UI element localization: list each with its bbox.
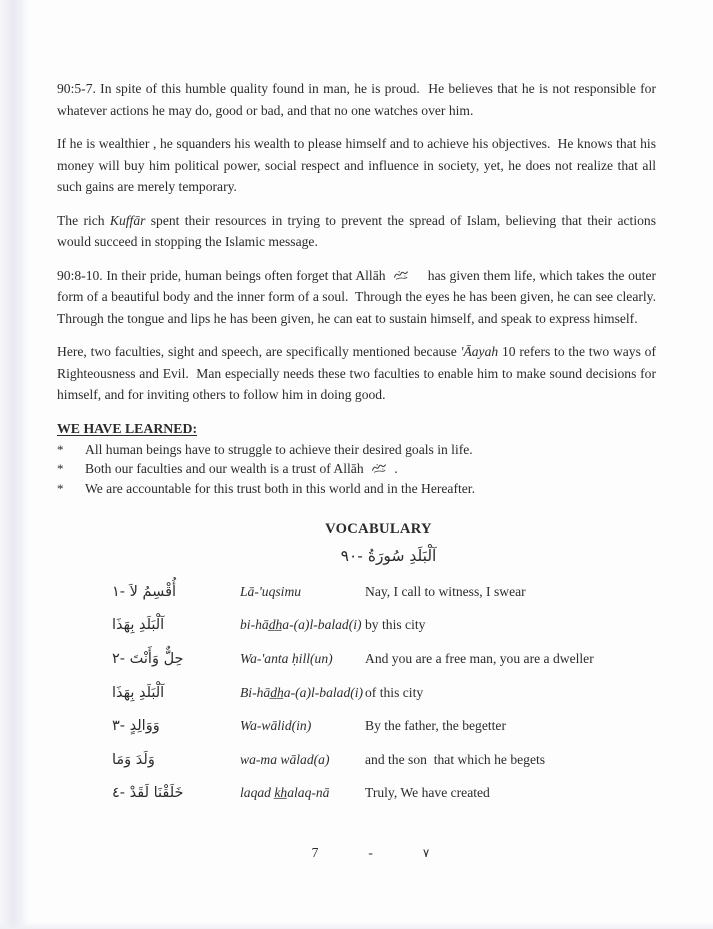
page-footer (71, 842, 670, 865)
vocab-transliteration: Wa-wālid(in) (240, 718, 312, 734)
paragraph: If he is wealthier , he squanders his wealth to please himself and to achieve his objectives. He knows that his money will buy him political power, social respect and influence in society, yet, he does not realize that all such gains are merely temporary. (57, 136, 660, 194)
we-have-learned-section (57, 418, 656, 499)
vocab-meaning: Truly, We have created (365, 785, 490, 801)
vocab-meaning: And you are a free man, you are a dweller (365, 650, 594, 666)
paragraph: Here, two faculties, sight and speech, are specifically mentioned because 'Āayah 10 refers to the two ways of Righteousness and Evil. Man especially needs these two faculties to enable him to make sound decisions for himself, and for inviting others to follow him in doing good. (57, 344, 660, 402)
vocab-row (112, 715, 656, 749)
bullet-marker: * (57, 480, 64, 496)
vocab-transliteration: bi-hād̲h̲a-(a)l-balad(i) (240, 617, 362, 633)
vocab-arabic: ١- لاَ أُقْسِمُ (112, 583, 177, 600)
vocabulary-table (112, 581, 656, 816)
learned-heading: WE HAVE LEARNED: (57, 420, 198, 436)
vocab-arabic: بِهَذَا آلْبَلَدِ (112, 617, 165, 634)
scan-edge-bottom (0, 922, 713, 929)
paragraph: 90:5-7. In spite of this humble quality found in man, he is proud. He believes that he is not responsible for whatever actions he may do, good or bad, and that no one watches over him. (57, 81, 660, 118)
vocab-meaning: by this city (365, 617, 426, 633)
learned-item-text: All human beings have to struggle to achieve their desired goals in life. (85, 441, 473, 457)
learned-list (57, 440, 656, 499)
vocab-row (112, 648, 656, 682)
vocab-transliteration: Wa-'anta ḥill(un) (240, 650, 333, 666)
vocab-transliteration: Bi-hād̲h̲a-(a)l-balad(i) (240, 684, 364, 700)
vocab-row (112, 682, 656, 716)
bullet-marker: * (57, 441, 64, 457)
learned-item (57, 459, 656, 479)
vocab-row (112, 581, 656, 615)
vocab-meaning: By the father, the begetter (365, 718, 506, 734)
body-paragraphs (57, 78, 663, 406)
learned-item-text: Both our faculties and our wealth is a trust of Allāh . (85, 461, 398, 477)
bullet-marker: * (57, 461, 64, 477)
vocab-row (112, 782, 656, 816)
vocab-arabic: ٢- وَأَنْتَ حِلٌّ (112, 650, 184, 667)
vocabulary-heading: VOCABULARY (325, 521, 432, 538)
footer-separator: - (368, 844, 373, 860)
learned-item (57, 440, 656, 460)
vocab-meaning: and the son that which he begets (365, 751, 546, 767)
vocabulary-section (57, 519, 656, 816)
allah-honorific-icon (370, 460, 388, 472)
page-number: 7 (311, 844, 319, 860)
page-number-arabic: ٧ (422, 845, 430, 860)
allah-honorific-icon (392, 266, 410, 278)
surah-title-arabic: ٩٠- سُورَةُ آلْبَلَدِ (340, 546, 437, 565)
vocab-transliteration: laqad k̲h̲alaq-nā (240, 785, 330, 801)
vocab-transliteration: Lā-'uqsimu (240, 583, 302, 599)
paragraph: 90:8-10. In their pride, human beings often forget that Allāh has given them life, which takes the outer form of a beautiful body and the inner form of a soul. Through the eyes he has been given, he can see clearly. Through the tongue and lips he has been given, he can eat to sustain himself, and speak to express himself. (57, 267, 663, 326)
learned-item-text: We are accountable for this trust both in this world and in the Hereafter. (85, 480, 475, 496)
learned-item (57, 479, 656, 499)
vocab-row (112, 614, 656, 648)
vocab-meaning: Nay, I call to witness, I swear (365, 583, 526, 599)
paragraph: The rich Kuffār spent their resources in trying to prevent the spread of Islam, believing that their actions would succeed in stopping the Islamic message. (57, 212, 660, 249)
vocab-row (112, 749, 656, 783)
vocab-arabic: بِهَذَا آلْبَلَدِ (112, 684, 165, 701)
vocab-arabic: ٤- لَقَدْ خَلَقْنَا (112, 785, 184, 802)
vocab-transliteration: wa-ma wālad(a) (240, 751, 330, 767)
vocab-arabic: ٣- وَوَالِدٍ (112, 718, 160, 735)
vocab-meaning: of this city (365, 684, 424, 700)
vocab-arabic: وَمَا وَلَدَ (112, 751, 155, 768)
